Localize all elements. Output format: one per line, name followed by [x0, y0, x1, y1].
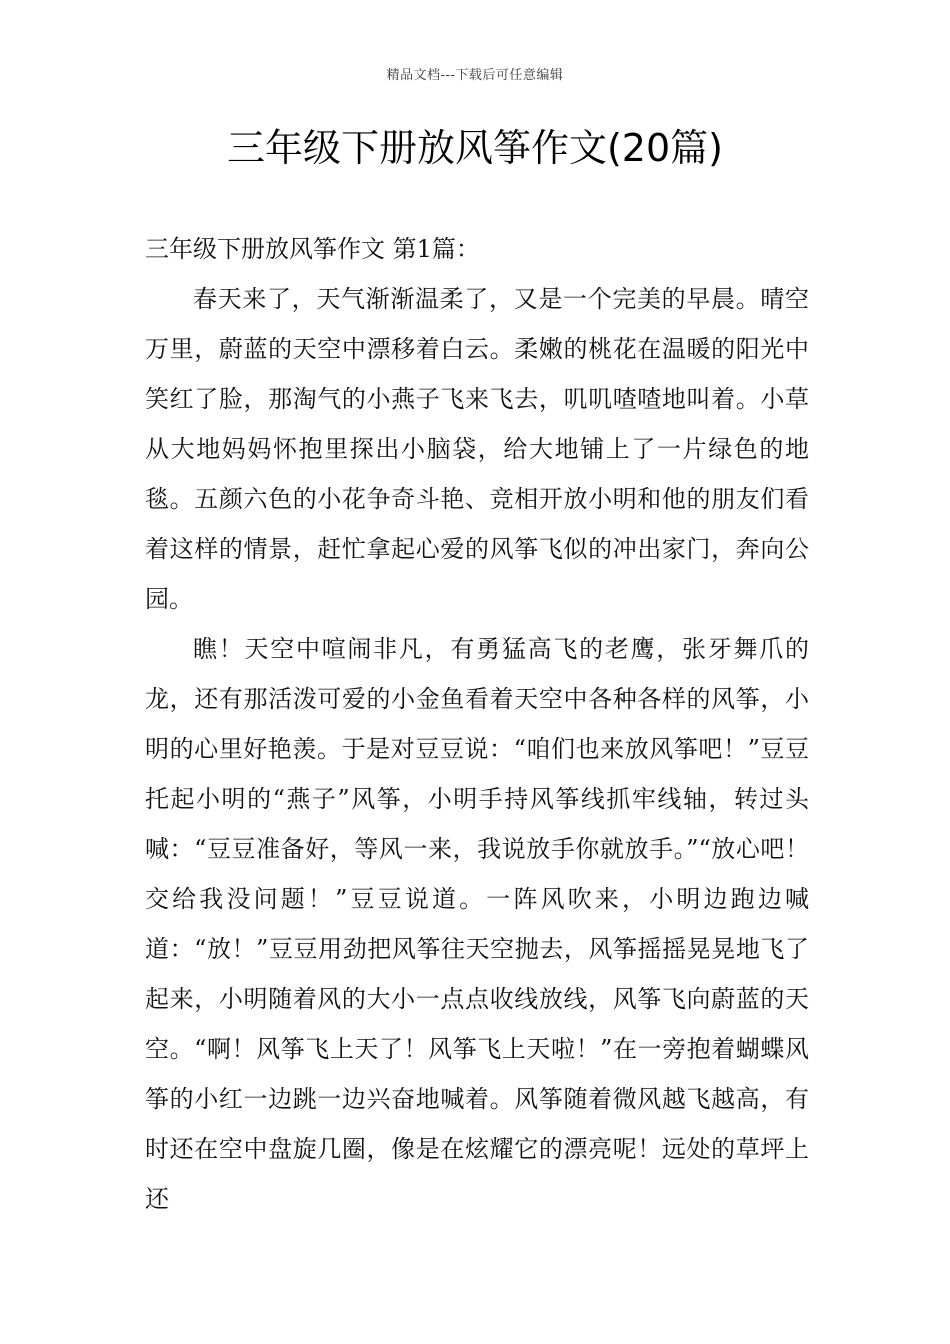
section-heading: 三年级下册放风筝作文 第1篇： [145, 235, 480, 263]
paragraph-2: 瞧！天空中喧闹非凡，有勇猛高飞的老鹰，张牙舞爪的龙，还有那活泼可爱的小金鱼看着天空中各种各样的风筝，小明的心里好艳羡。于是对豆豆说：“咱们也来放风筝吧！”豆豆托起小明的“燕子”风筝，小明手持风筝线抓牢线轴，转过头喊：“豆豆准备好，等风一来，我说放手你就放手。”“放心吧！交给我没问题！”豆豆说道。一阵风吹来，小明边跑边喊道：“放！”豆豆用劲把风筝往天空抛去，风筝摇摇晃晃地飞了起来，小明随着风的大小一点点收线放线，风筝飞向蔚蓝的天空。“啊！风筝飞上天了！风筝飞上天啦！”在一旁抱着蝴蝶风筝的小红一边跳一边兴奋地喊着。风筝随着微风越飞越高，有时还在空中盘旋几圈，像是在炫耀它的漂亮呢！远处的草坪上还 [145, 635, 809, 1213]
document-title: 三年级下册放风筝作文(20篇) [226, 126, 723, 170]
header-note: 精品文档---下载后可任意编辑 [386, 68, 564, 83]
document-body [145, 224, 809, 1224]
paragraph-1: 春天来了，天气渐渐温柔了，又是一个完美的早晨。晴空万里，蔚蓝的天空中漂移着白云。柔嫩的桃花在温暖的阳光中笑红了脸，那淘气的小燕子飞来飞去，叽叽喳喳地叫着。小草从大地妈妈怀抱里探出小脑袋，给大地铺上了一片绿色的地毯。五颜六色的小花争奇斗艳、竞相开放小明和他的朋友们看着这样的情景，赶忙拿起心爱的风筝飞似的冲出家门，奔向公园。 [145, 285, 809, 613]
